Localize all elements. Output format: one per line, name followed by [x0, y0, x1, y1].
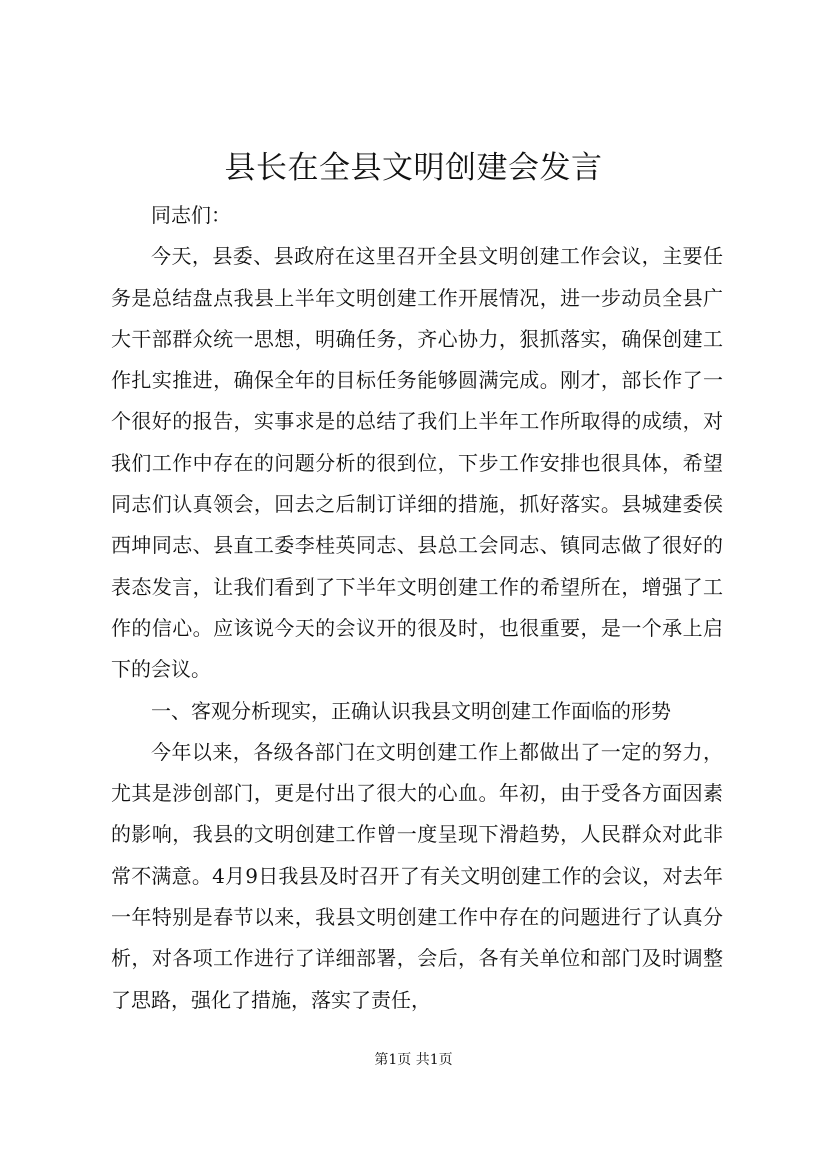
document-title: 县长在全县文明创建会发言 — [224, 150, 603, 186]
body-paragraph: 今年以来，各级各部门在文明创建工作上都做出了一定的努力，尤其是涉创部门，更是付出了很大的心血。年初，由于受各方面因素的影响，我县的文明创建工作曾一度呈现下滑趋势，人民群众对此非常不满意。4月9日我县及时召开了有关文明创建工作的会议，对去年一年特别是春节以来，我县文明创建工作中存在的问题进行了认真分析，对各项工作进行了详细部署，会后，各有关单位和部门及时调整了思路，强化了措施，落实了责任， — [111, 739, 723, 1012]
document-body — [111, 195, 723, 1021]
section-heading: 一、客观分析现实，正确认识我县文明创建工作面临的形势 — [151, 698, 671, 723]
page-footer: 第1页 共1页 — [374, 1052, 453, 1068]
body-paragraph: 今天，县委、县政府在这里召开全县文明创建工作会议，主要任务是总结盘点我县上半年文明创建工作开展情况，进一步动员全县广大干部群众统一思想，明确任务，齐心协力，狠抓落实，确保创建工作扎实推进，确保全年的目标任务能够圆满完成。刚才，部长作了一个很好的报告，实事求是的总结了我们上半年工作所取得的成绩，对我们工作中存在的问题分析的很到位，下步工作安排也很具体，希望同志们认真领会，回去之后制订详细的措施，抓好落实。县城建委侯西坤同志、县直工委李桂英同志、县总工会同志、镇同志做了很好的表态发言，让我们看到了下半年文明创建工作的希望所在，增强了工作的信心。应该说今天的会议开的很及时，也很重要，是一个承上启下的会议。 — [111, 244, 723, 682]
salutation-paragraph: 同志们： — [151, 203, 231, 227]
